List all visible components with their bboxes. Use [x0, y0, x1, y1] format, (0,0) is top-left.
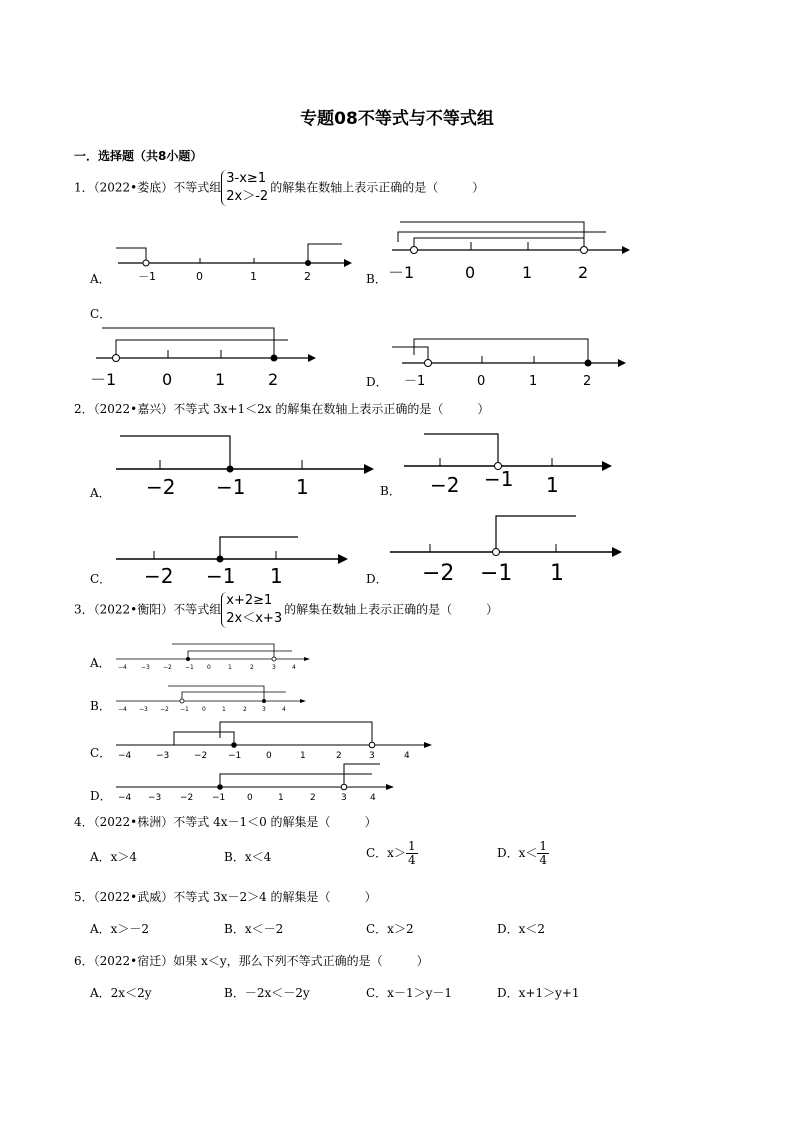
q3-option-b-label: B． — [90, 699, 111, 713]
q2-number-line-d — [390, 512, 630, 587]
q3d-tick-label: −3 — [148, 793, 162, 803]
fraction-numerator: 1 — [407, 839, 416, 853]
q6-option-d[interactable]: D．x+1＞y+1 — [497, 986, 580, 1000]
q3-number-line-b — [114, 680, 314, 714]
q6-option-a[interactable]: A．2x＜2y — [90, 986, 152, 1000]
q3-number-line-c — [112, 720, 442, 762]
q5-option-b[interactable]: B．x＜－2 — [224, 922, 284, 936]
q5-option-a[interactable]: A．x＞－2 — [90, 922, 150, 936]
q1-system-line-2: 2x＞-2 — [226, 189, 269, 204]
q1c-tick-label: －1 — [90, 370, 117, 389]
q3a-tick-label: 4 — [292, 664, 296, 671]
question-3-stem — [74, 592, 498, 628]
q3a-tick-label: 2 — [250, 664, 254, 671]
q2a-tick-label: 1 — [296, 475, 309, 499]
q3d-tick-label: 4 — [370, 793, 376, 803]
q3-option-d-label: D． — [90, 789, 112, 803]
question-6-stem — [74, 952, 429, 969]
q3c-tick-label: 0 — [266, 751, 272, 761]
q2-option-d-label: D． — [366, 572, 388, 586]
q2b-tick-label: −1 — [484, 467, 514, 491]
q1b-tick-label: 2 — [578, 263, 589, 282]
section-heading: 一．选择题（共8小题） — [74, 149, 203, 163]
q3c-tick-label: −2 — [194, 751, 208, 761]
q1d-tick-label: 0 — [477, 374, 486, 389]
fraction-denominator: 4 — [539, 853, 548, 867]
q1-option-d-label: D． — [366, 375, 388, 389]
q3c-tick-label: −3 — [156, 751, 170, 761]
question-2-stem — [74, 400, 489, 417]
question-4-stem — [74, 813, 377, 830]
q1c-tick-label: 1 — [215, 370, 226, 389]
q3-stem-suffix: 的解集在数轴上表示正确的是（ — [284, 602, 453, 617]
q3-option-c-label: C． — [90, 746, 112, 760]
q4-stem-text: 4．（2022•株洲）不等式 4x－1＜0 的解集是（ — [74, 815, 331, 829]
q1b-tick-label: －1 — [388, 263, 415, 282]
q6-option-b[interactable]: B．－2x＜－2y — [224, 986, 310, 1000]
q6-close-paren: ） — [416, 954, 429, 968]
q5-option-c[interactable]: C．x＞2 — [366, 922, 414, 936]
q5-stem-text: 5．（2022•武威）不等式 3x－2＞4 的解集是（ — [74, 890, 331, 904]
q3-inequality-system — [221, 592, 284, 628]
q1-option-a-label: A． — [90, 272, 111, 286]
q2a-tick-label: −2 — [146, 475, 176, 499]
q3b-tick-label: 1 — [222, 706, 226, 713]
q3c-tick-label: 4 — [404, 751, 410, 761]
q1a-tick-label: 2 — [304, 270, 311, 283]
q2d-tick-label: −1 — [480, 561, 513, 586]
q1a-tick-label: 0 — [196, 270, 203, 283]
q3d-tick-label: −4 — [118, 793, 132, 803]
q2-stem-text: 2．（2022•嘉兴）不等式 3x+1＜2x 的解集在数轴上表示正确的是（ — [74, 402, 444, 416]
q3d-tick-label: −2 — [180, 793, 194, 803]
q4-option-d-fraction — [537, 840, 549, 867]
q1d-tick-label: 2 — [583, 374, 592, 389]
q3d-tick-label: −1 — [212, 793, 226, 803]
q1-option-b-label: B． — [366, 272, 387, 286]
q3b-tick-label: 0 — [202, 706, 206, 713]
q3d-tick-label: 1 — [278, 793, 284, 803]
q1-stem-prefix: 1．（2022•娄底）不等式组 — [74, 180, 222, 195]
q2-close-paren: ） — [477, 402, 490, 416]
q3a-tick-label: 1 — [228, 664, 232, 671]
q1a-tick-label: 1 — [250, 270, 257, 283]
q3a-tick-label: −3 — [141, 664, 150, 671]
q1-inequality-system — [221, 170, 270, 206]
q4-option-d-text: D．x＜ — [497, 846, 538, 860]
q3b-tick-label: 4 — [282, 706, 286, 713]
q1b-tick-label: 0 — [465, 263, 476, 282]
q2c-tick-label: −1 — [206, 564, 236, 588]
q3b-tick-label: −2 — [160, 706, 169, 713]
q1d-tick-label: －1 — [404, 374, 426, 389]
q2a-tick-label: −1 — [216, 475, 246, 499]
q1-close-paren: ） — [472, 180, 485, 195]
q3a-tick-label: −4 — [118, 664, 127, 671]
q1c-tick-label: 2 — [268, 370, 279, 389]
q5-close-paren: ） — [364, 890, 377, 904]
q2-number-line-c — [116, 533, 356, 588]
q3b-tick-label: −3 — [139, 706, 148, 713]
page-title: 专题08不等式与不等式组 — [300, 109, 494, 129]
q1-system-line-1: 3-x≥1 — [226, 171, 267, 186]
q2d-tick-label: 1 — [550, 561, 564, 586]
q2c-tick-label: −2 — [144, 564, 174, 588]
q1-number-line-a — [108, 238, 348, 283]
q1b-tick-label: 1 — [522, 263, 533, 282]
q3c-tick-label: 2 — [336, 751, 342, 761]
q1-number-line-c — [88, 325, 328, 390]
fraction-numerator: 1 — [539, 839, 548, 853]
q3b-tick-label: −1 — [180, 706, 189, 713]
q3-stem-prefix: 3．（2022•衡阳）不等式组 — [74, 602, 222, 617]
q3d-tick-label: 3 — [341, 793, 347, 803]
question-1-stem — [74, 170, 484, 206]
q3b-tick-label: 2 — [243, 706, 247, 713]
q6-stem-text: 6．（2022•宿迁）如果 x＜y，那么下列不等式正确的是（ — [74, 954, 383, 968]
q4-option-c[interactable] — [366, 840, 418, 867]
q3a-tick-label: −1 — [185, 664, 194, 671]
q3c-tick-label: 3 — [369, 751, 375, 761]
q6-option-c[interactable]: C．x－1＞y－1 — [366, 986, 452, 1000]
q1-stem-suffix: 的解集在数轴上表示正确的是（ — [270, 180, 439, 195]
q2-option-c-label: C． — [90, 572, 112, 586]
q3-number-line-a — [114, 642, 314, 672]
q1d-tick-label: 1 — [529, 374, 538, 389]
q5-option-d[interactable]: D．x＜2 — [497, 922, 546, 936]
q1a-tick-label: －1 — [138, 270, 156, 283]
q2d-tick-label: −2 — [422, 561, 455, 586]
q3-number-line-d — [112, 760, 402, 802]
q3-system-line-2: 2x＜x+3 — [226, 611, 283, 626]
question-5-stem — [74, 888, 377, 905]
q4-option-d[interactable] — [497, 840, 549, 867]
q3d-tick-label: 2 — [310, 793, 316, 803]
q3d-tick-label: 0 — [247, 793, 253, 803]
q4-option-c-fraction — [406, 840, 418, 867]
q2c-tick-label: 1 — [270, 564, 283, 588]
q4-option-a[interactable]: A．x＞4 — [90, 850, 138, 864]
fraction-denominator: 4 — [407, 853, 416, 867]
q4-option-c-text: C．x＞ — [366, 846, 406, 860]
q2b-tick-label: 1 — [546, 473, 559, 497]
q3c-tick-label: −4 — [118, 751, 132, 761]
q1c-tick-label: 0 — [162, 370, 173, 389]
q2-number-line-a — [116, 432, 376, 497]
q3b-tick-label: 3 — [262, 706, 266, 713]
q1-option-c-label: C． — [90, 307, 112, 321]
q2b-tick-label: −2 — [430, 473, 460, 497]
q4-option-b[interactable]: B．x＜4 — [224, 850, 272, 864]
q3-close-paren: ） — [486, 602, 499, 617]
q2-option-a-label: A． — [90, 486, 111, 500]
q3a-tick-label: −2 — [163, 664, 172, 671]
q2-number-line-b — [404, 430, 624, 495]
q3b-tick-label: −4 — [118, 706, 127, 713]
q3a-tick-label: 3 — [272, 664, 276, 671]
q3-system-line-1: x+2≥1 — [226, 593, 273, 608]
q3-option-a-label: A． — [90, 656, 111, 670]
q3a-tick-label: 0 — [207, 664, 211, 671]
q2-option-b-label: B． — [380, 484, 401, 498]
q1-number-line-b — [384, 220, 634, 285]
q4-close-paren: ） — [364, 815, 377, 829]
q1-number-line-d — [388, 335, 628, 390]
q3c-tick-label: −1 — [228, 751, 242, 761]
q3c-tick-label: 1 — [300, 751, 306, 761]
